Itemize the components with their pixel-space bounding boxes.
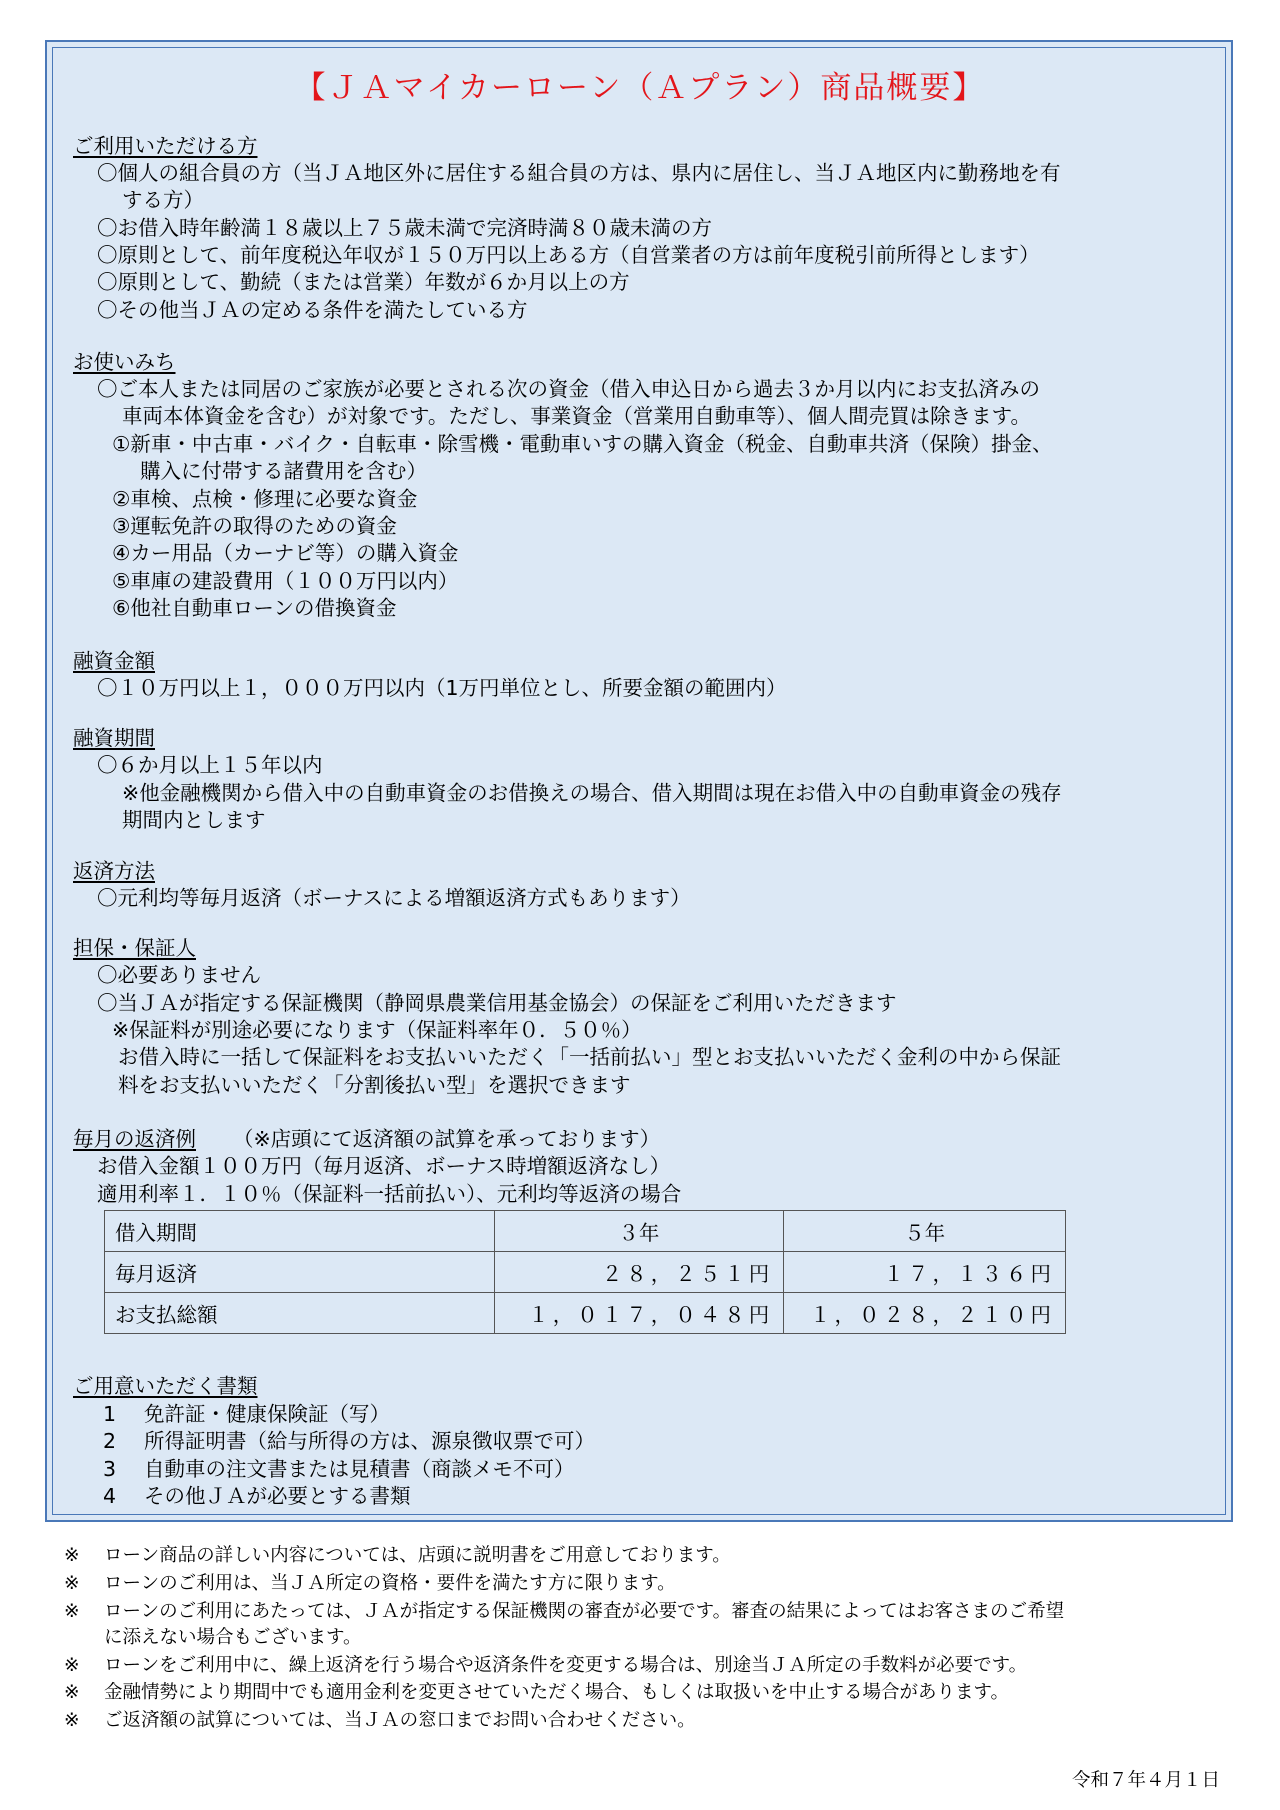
usage-item-2: ②車検、点検・修理に必要な資金 — [112, 487, 418, 511]
repayment-example-table — [104, 1210, 1066, 1334]
table-cell: １，０１７，０４８円 — [494, 1293, 784, 1334]
eligibility-heading: ご利用いただける方 — [73, 134, 258, 158]
eligibility-item-2: 〇お借入時年齢満１８歳以上７５歳未満で完済時満８０歳未満の方 — [97, 216, 712, 240]
eligibility-item-4: 〇原則として、勤続（または営業）年数が６か月以上の方 — [97, 270, 630, 294]
usage-intro: 〇ご本人または同居のご家族が必要とされる次の資金（借入申込日から過去３か月以内にお支払済みの — [97, 377, 1040, 401]
footnote-4: ローンをご利用中に、繰上返済を行う場合や返済条件を変更する場合は、別途当ＪＡ所定の手数料が必要です。 — [104, 1655, 1028, 1676]
issue-date: 令和７年４月１日 — [1071, 1770, 1220, 1791]
document-number: 2 — [103, 1429, 117, 1453]
footnote-mark: ※ — [64, 1601, 80, 1622]
footnote-3-cont: に添えない場合もございます。 — [104, 1627, 362, 1648]
table-cell: お支払総額 — [105, 1293, 495, 1334]
footnote-2: ローンのご利用は、当ＪＡ所定の資格・要件を満たす方に限ります。 — [104, 1573, 676, 1594]
footnote-1: ローン商品の詳しい内容については、店頭に説明書をご用意しております。 — [104, 1545, 731, 1566]
amount-heading: 融資金額 — [73, 649, 155, 673]
footnote-5: 金融情勢により期間中でも適用金利を変更させていただく場合、もしくは取扱いを中止する場合があります。 — [104, 1682, 1010, 1703]
example-line-2: 適用利率１．１０％（保証料一括前払い）、元利均等返済の場合 — [97, 1182, 682, 1206]
period-note: ※他金融機関から借入中の自動車資金のお借換えの場合、借入期間は現在お借入中の自動車資金の残存 — [122, 781, 1062, 805]
table-cell: 借入期間 — [105, 1211, 495, 1252]
table-cell: ５年 — [784, 1211, 1066, 1252]
footnote-mark: ※ — [64, 1545, 80, 1566]
eligibility-item-1-cont: する方） — [122, 188, 204, 212]
document-number: 4 — [103, 1484, 117, 1508]
eligibility-item-3: 〇原則として、前年度税込年収が１５０万円以上ある方（自営業者の方は前年度税引前所得とします） — [97, 243, 1040, 267]
usage-intro-cont: 車両本体資金を含む）が対象です。ただし、事業資金（営業用自動車等）、個人間売買は除きます。 — [122, 404, 1031, 428]
table-row — [105, 1252, 1066, 1293]
document-item-3: 自動車の注文書または見積書（商談メモ不可） — [144, 1457, 575, 1481]
repayment-item: 〇元利均等毎月返済（ボーナスによる増額返済方式もあります） — [97, 886, 691, 910]
repayment-heading: 返済方法 — [73, 859, 155, 883]
table-cell: 毎月返済 — [105, 1252, 495, 1293]
collateral-heading: 担保・保証人 — [73, 936, 196, 960]
example-heading: 毎月の返済例 — [73, 1127, 196, 1151]
eligibility-item-1: 〇個人の組合員の方（当ＪＡ地区外に居住する組合員の方は、県内に居住し、当ＪＡ地区内に勤務地を有 — [97, 161, 1061, 185]
usage-item-1: ①新車・中古車・バイク・自転車・除雪機・電動車いすの購入資金（税金、自動車共済（保険）掛金、 — [112, 432, 1053, 456]
table-row — [105, 1211, 1066, 1252]
usage-item-5: ⑤車庫の建設費用（１００万円以内） — [112, 569, 459, 593]
period-note-cont: 期間内とします — [122, 808, 266, 832]
collateral-item-1: 〇必要ありません — [97, 963, 261, 987]
document-number: 3 — [103, 1457, 117, 1481]
footnote-mark: ※ — [64, 1655, 80, 1676]
amount-item: 〇１０万円以上１，０００万円以内（1万円単位とし、所要金額の範囲内） — [97, 676, 787, 700]
table-cell: ３年 — [494, 1211, 784, 1252]
document-item-4: その他ＪＡが必要とする書類 — [144, 1484, 411, 1508]
example-heading-note: （※店頭にて返済額の試算を承っております） — [233, 1127, 661, 1151]
footnote-3: ローンのご利用にあたっては、ＪＡが指定する保証機関の審査が必要です。審査の結果によってはお客さまのご希望 — [104, 1601, 1065, 1622]
usage-item-6: ⑥他社自動車ローンの借換資金 — [112, 596, 397, 620]
document-number: 1 — [103, 1402, 117, 1426]
footnote-mark: ※ — [64, 1710, 80, 1731]
document-item-2: 所得証明書（給与所得の方は、源泉徴収票で可） — [144, 1429, 595, 1453]
collateral-note-1: ※保証料が別途必要になります（保証料率年０．５０％） — [112, 1018, 642, 1042]
page-title: 【ＪＡマイカーローン（Ａプラン）商品概要】 — [294, 70, 986, 106]
documents-heading: ご用意いただく書類 — [73, 1374, 258, 1398]
table-cell: ２８，２５１円 — [494, 1252, 784, 1293]
eligibility-item-5: 〇その他当ＪＡの定める条件を満たしている方 — [97, 298, 528, 322]
usage-item-4: ④カー用品（カーナビ等）の購入資金 — [112, 541, 459, 565]
table-cell: １，０２８，２１０円 — [784, 1293, 1066, 1334]
collateral-note-2-cont: 料をお支払いいただく「分割後払い型」を選択できます — [118, 1073, 631, 1097]
period-heading: 融資期間 — [73, 726, 155, 750]
usage-item-1-cont: 購入に付帯する諸費用を含む） — [140, 459, 427, 483]
footnote-mark: ※ — [64, 1682, 80, 1703]
usage-heading: お使いみち — [73, 350, 176, 374]
footnote-6: ご返済額の試算については、当ＪＡの窓口までお問い合わせください。 — [104, 1710, 696, 1731]
period-item: 〇６か月以上１５年以内 — [97, 753, 323, 777]
collateral-item-2: 〇当ＪＡが指定する保証機関（静岡県農業信用基金協会）の保証をご利用いただきます — [97, 991, 897, 1015]
table-row — [105, 1293, 1066, 1334]
table-cell: １７，１３６円 — [784, 1252, 1066, 1293]
example-line-1: お借入金額１００万円（毎月返済、ボーナス時増額返済なし） — [97, 1154, 671, 1178]
footnote-mark: ※ — [64, 1573, 80, 1594]
document-item-1: 免許証・健康保険証（写） — [144, 1402, 390, 1426]
usage-item-3: ③運転免許の取得のための資金 — [112, 514, 397, 538]
collateral-note-2: お借入時に一括して保証料をお支払いいただく「一括前払い」型とお支払いいただく金利の中から保証 — [118, 1045, 1061, 1069]
